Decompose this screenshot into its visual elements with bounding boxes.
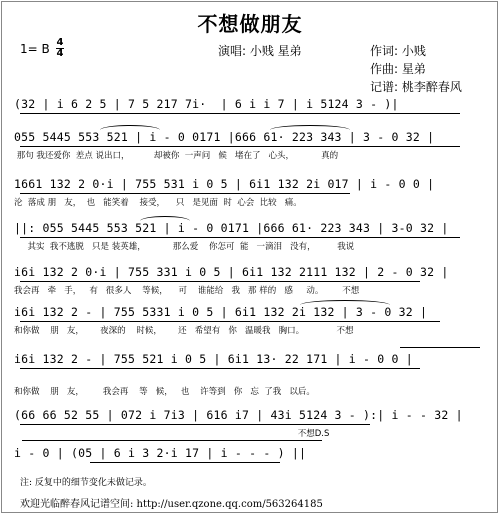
slur-1 — [100, 125, 160, 130]
notation-row-1: (32 | i 6 2 5 | 7 5 217 7i· | 6 i i 7 | i 5124 3 - )| — [14, 97, 399, 111]
notation-row-4: ||: 055 5445 553 521 | i - 0 0171 |666 61· 223 343 | 3-0 32 | — [14, 221, 449, 235]
beam-line-1 — [20, 113, 460, 114]
notation-row-8: (66 66 52 55 | 072 i 7i3 | 616 i7 | 43i 5124 3 - ):| i - - 32 | — [14, 408, 463, 422]
volta-bracket-1 — [400, 347, 480, 348]
time-signature — [55, 38, 65, 59]
welcome-text: 欢迎光临醉春风记谱空间: http://user.qzone.qq.com/563264185 — [20, 499, 323, 510]
lyric-row-2: 那句 我还爱你 差点 说出口， 却被你 一声问 候 堵在了 心头， 真的 — [14, 151, 339, 161]
beam-line-4 — [20, 237, 460, 238]
beam-line-5 — [20, 281, 420, 282]
lyric-row-5: 我会再 牵 手， 有 很多人 等候， 可 谁能给 我 那 样的 感 动。 不想 — [14, 286, 360, 296]
meter-top: 4 — [56, 37, 64, 48]
notation-row-2: 055 5445 553 521 | i - 0 0171 |666 61· 223 343 | 3 - 0 32 | — [14, 130, 435, 144]
lyric-row-8: 不想D.S — [14, 429, 330, 439]
slur-4 — [300, 300, 390, 305]
singers: 演唱: 小贱 星弟 — [218, 44, 302, 58]
slur-3 — [140, 216, 190, 221]
beam-line-7 — [20, 368, 420, 369]
slur-2 — [270, 125, 350, 130]
notation-row-7: i6i 132 2 - | 755 521 i 0 5 | 6i1 13· 22 171 | i - 0 0 | — [14, 352, 413, 366]
song-title: 不想做朋友 — [197, 12, 303, 36]
volta-bracket-2 — [22, 440, 322, 441]
beam-line-6 — [20, 321, 440, 322]
notation-row-6: i6i 132 2 - | 755 5331 i 0 5 | 6i1 132 2i 132 | 3 - 0 32 | — [14, 305, 428, 319]
lyric-row-7: 和你做 朋 友， 我会再 等 候， 也 许等到 你 忘 了我 以后。 — [14, 387, 315, 397]
meter-bottom: 4 — [56, 48, 64, 59]
beam-line-3 — [20, 193, 350, 194]
lyric-row-4: 其实 我不逃脱 只是 装英雄， 那么爱 你怎可 能 一滴泪 没有， 我说 — [14, 242, 355, 252]
notation-row-5: i6i 132 2 0·i | 755 331 i 0 5 | 6i1 132 2111 132 | 2 - 0 32 | — [14, 265, 449, 279]
composer: 作曲: 星弟 — [370, 62, 426, 76]
lyric-row-3: 沦 落成 朋 友， 也 能笑着 接受， 只 是见面 时 心会 比较 痛。 — [14, 198, 302, 208]
transcriber: 记谱: 桃李醉春风 — [370, 80, 462, 94]
notation-row-9: i - 0 | (05 | 6 i 3 2·i 17 | i - - - ) || — [14, 446, 307, 460]
beam-line-2 — [20, 146, 460, 147]
notation-row-3: 1661 132 2 0·i | 755 531 i 0 5 | 6i1 132 2i 017 | i - 0 0 | — [14, 177, 435, 191]
key-signature: 1= B — [20, 42, 50, 56]
beam-line-9 — [90, 462, 280, 463]
footnote: 注: 反复中的细节变化未做记录。 — [20, 478, 152, 488]
beam-line-8 — [20, 424, 370, 425]
lyricist: 作词: 小贱 — [370, 44, 426, 58]
lyric-row-6: 和你做 朋 友， 夜深的 时候， 还 希望有 你 温暖我 胸口。 不想 — [14, 326, 354, 336]
